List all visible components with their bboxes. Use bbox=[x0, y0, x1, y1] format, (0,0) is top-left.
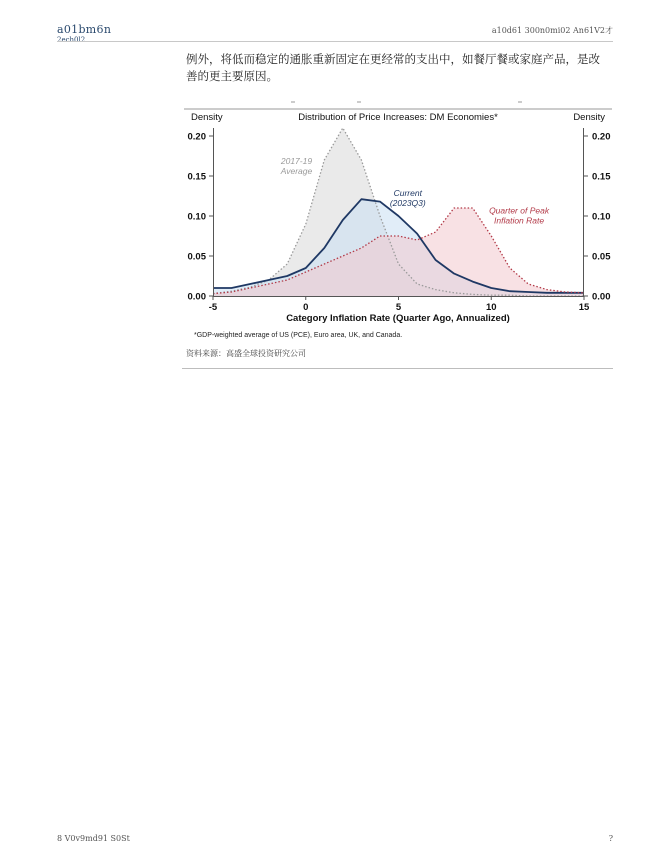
source-note: 资料来源：高盛全球投资研究公司 bbox=[186, 349, 306, 358]
y-tick-label-left: 0.20 bbox=[187, 131, 206, 143]
y-tick-label-left: 0.00 bbox=[187, 291, 206, 303]
series-label-line: Inflation Rate bbox=[494, 215, 545, 226]
left-axis-label: Density bbox=[191, 112, 223, 123]
y-tick-label-right: 0.05 bbox=[592, 251, 611, 263]
series-label-current-2023q3 bbox=[390, 188, 426, 208]
right-axis-label: Density bbox=[573, 112, 605, 123]
series-label-line: Quarter of Peak bbox=[489, 205, 550, 216]
footer-page-number: ? bbox=[608, 834, 613, 843]
x-tick-label: 5 bbox=[395, 302, 402, 313]
brand-logo: a01bm6n bbox=[57, 23, 112, 36]
y-tick-label-right: 0.10 bbox=[592, 211, 611, 223]
body-paragraph: 例外，将低而稳定的通胀重新固定在更经常的支出中，如餐厅餐或家庭产品，是改善的更主要原因。 bbox=[186, 52, 600, 83]
y-tick-label-right: 0.20 bbox=[592, 131, 611, 143]
header-right-text: a10d61 300n0mi02 An61V2才 bbox=[491, 26, 613, 35]
x-tick-label: 10 bbox=[485, 302, 497, 313]
series-label-line: 2017-19 bbox=[280, 156, 313, 166]
x-tick-label: 15 bbox=[578, 302, 590, 313]
header-divider bbox=[57, 41, 613, 42]
chart-title: Distribution of Price Increases: DM Economies* bbox=[298, 112, 498, 123]
series-label-line: (2023Q3) bbox=[389, 198, 426, 208]
footer-left: 8 V0v9md91 S0St bbox=[57, 834, 130, 843]
chart-footnote: *GDP-weighted average of US (PCE), Euro area, UK, and Canada. bbox=[194, 332, 403, 339]
x-axis-title: Category Inflation Rate (Quarter Ago, Annualized) bbox=[286, 313, 510, 324]
series-label-line: Average bbox=[280, 166, 313, 176]
y-tick-label-left: 0.15 bbox=[187, 171, 206, 183]
y-tick-label-left: 0.05 bbox=[187, 251, 206, 263]
y-tick-label-right: 0.15 bbox=[592, 171, 611, 183]
series-label-peak-inflation-quarter bbox=[489, 206, 550, 226]
brand-subtitle: 2ech0l2 bbox=[57, 36, 86, 44]
x-tick-label: 0 bbox=[303, 302, 309, 313]
density-chart bbox=[182, 98, 614, 343]
x-tick-label: -5 bbox=[208, 302, 218, 313]
series-label-line: Current bbox=[393, 188, 422, 198]
y-tick-label-left: 0.10 bbox=[187, 211, 206, 223]
chart-figure bbox=[182, 98, 614, 343]
source-divider bbox=[182, 368, 613, 369]
series-label-average-2017-19 bbox=[280, 156, 313, 176]
y-tick-label-right: 0.00 bbox=[592, 291, 611, 303]
